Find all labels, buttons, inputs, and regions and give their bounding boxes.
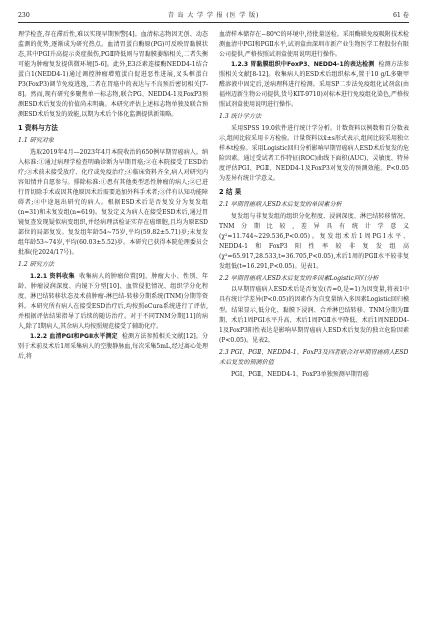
right-column bbox=[219, 30, 409, 380]
subsection-heading-subjects: 1.1 研究对象 bbox=[18, 137, 55, 145]
ihc-text: 检测方法参照相关文献[8-12]。收集病人的ESD术后组织标本,置于10 g/L多聚甲醛溶液中固定后,送病理科进行检测。采用SP二步法免疫组化试剂盒(由福州迈新生物公司提供,货号KIT-9710)对标本进行免疫组化染色,严格按照试剂盒使用说明进行操作。 bbox=[219, 61, 409, 109]
intro-paragraph-end: 理学检查,存在滞后性,难以实现早期预警[4]。血清标志物因无创、动态监测的优势,逐渐成为研究热点。血清胃蛋白酶原(PG)可反映胃黏膜状态,其中PGⅠ升高提示炎症损伤,PGⅡ降低则与胃黏膜萎缩相关,二者失衡可能为肿瘤复发提供微环境[5-6]。此外,E3泛素连接酶NEDD4-1结合蛋白1(NEDD4-1)通过调控肿瘤增殖蛋白促进恶性进展,叉头框蛋白P3(FoxP3)调节免疫逃逸,二者在胃癌中的表达与不良预后密切相关[7-8]。然而,现有研究多聚焦单一标志物,联合PG、NEDD4-1及FoxP3预测ESD术后复发的价值尚未明确。本研究评估上述标志物单独及联合预测ESD术后复发的效能,以期为术后个体化监测提供新策略。 bbox=[18, 31, 208, 119]
page-number: 230 bbox=[18, 12, 30, 19]
pg-assay-text: 检测方法参照相关文献[12]。分别于术前及术后1周采集病人的空腹静脉血,每次采集5mL,经过离心处理后,将 bbox=[18, 333, 208, 361]
subjects-paragraph: 选取2019年4月—2023年4月本院收治的650例早期胃癌病人。纳入标准:①通过病理学检查明确诊断为早期胃癌;②在本院接受了ESD治疗;③术前未接受放疗、化疗或免疫治疗;④临床资料齐全,病人对研究内容知情并自愿参与。排除标准:①患有其他类型恶性肿瘤的病人;②已进行胃切除手术或因其他原因术后需要追加外科手术者;③伴有认知功能障碍者;④中途退出研究的病人。根据ESD术后是否复发分为复发组(n=31)和未复发组(n=619)。复发定义为病人在接受ESD术后,通过胃镜复查发现疑似病变组织,并经病理活检证实存在癌细胞,且均为原ESD部位的局部复发。复发组年龄54~75岁,平均(59.82±5.71)岁;未复发组年龄53~74岁,平均(60.03±5.52)岁。本研究已获得本院伦理委员会批准(伦2024/17号)。 bbox=[18, 148, 208, 257]
subsection-heading-univariate: 2.1 早期胃癌病人ESD术后复发的单因素分析 bbox=[219, 201, 342, 209]
subsection-heading-prediction: 2.3 PGⅠ、PGⅡ、NEDD4-1、FoxP3及四者联合对早期胃癌病人ESD术后复发的预测价值 bbox=[219, 348, 409, 367]
left-column bbox=[18, 30, 208, 362]
pg-assay-continued: 血清样本储存在−80℃的环境中,待批量送检。采用酶联免疫吸附技术检测血清中PGⅠ和PGⅡ水平,试剂盒由深圳市新产业生物医学工程股份有限公司提供,严格按照试剂盒使用说明进行操作。 bbox=[219, 31, 409, 59]
ihc-heading: 1.2.3 胃黏膜组织中FoxP3、NEDD4-1的表达检测 bbox=[231, 61, 375, 69]
section-heading-methods: 1 资料与方法 bbox=[18, 124, 58, 133]
univariate-paragraph: 复发组与非复发组的组织分化程度、浸润深度、淋巴结转移情况、TNM分期比较,差异具有统计学意义(χ²=11.744~229.536,P<0.05)。复发组术后1周PGⅠ水平、NEDD4-1和FoxP3阳性率较非复发组高(χ²=65.917,28.533,t=36.705,P<0.05),术后1周的PGⅡ水平较非复发组低(t=16.291,P<0.05)。见表1。 bbox=[219, 212, 409, 270]
subsection-heading-methods: 1.2 研究方法 bbox=[18, 261, 55, 269]
data-collection-text: 收集病人的肿瘤位置[9]、肿瘤大小、性别、年龄、肿瘤浸润深度、内镜下分型[10]、血管侵犯情况、组织学分化程度、淋巴结转移状态及术前肿瘤-淋巴结-转移分期系统(TNM)分期等资料。本研究所有病人在接受ESD治疗后,均按照eCura系统进行了评估,并根据评估结果指导了后续的随访治疗。对于不同TNM分期[11]的病人,除了Ⅰ期病人,其余病人均按照规范接受了辅助化疗。 bbox=[18, 272, 208, 331]
pg-assay-paragraph bbox=[18, 332, 208, 362]
journal-title: 青 岛 大 学 学 报 (医 学 版) bbox=[167, 12, 260, 19]
data-collection-heading: 1.2.1 资料收集 bbox=[30, 272, 75, 280]
subsection-heading-statistics: 1.3 统计学方法 bbox=[219, 113, 262, 121]
data-collection-paragraph bbox=[18, 272, 208, 332]
pg-assay-heading: 1.2.2 血清PGⅠ和PGⅡ水平测定 bbox=[30, 333, 118, 341]
ihc-paragraph bbox=[219, 60, 409, 110]
prediction-paragraph: PGⅠ、PGⅡ、NEDD4-1、FoxP3单独预测早期胃癌 bbox=[231, 370, 369, 378]
statistics-paragraph: 采用SPSS 19.0软件进行统计学分析。计数资料以例数和百分数表示,组间比较采用卡方检验。计量资料以x̄±s形式表示,组间比较采用独立样本t检验。采用Logistic回归分析影响早期胃癌病人ESD术后复发的危险因素。通过受试者工作特征(ROC)曲线下面积(AUC)、灵敏度、特异度评估PGⅠ、PGⅡ、NEDD4-1及FoxP3对复发的预测效能。P<0.05为差异有统计学意义。 bbox=[219, 124, 409, 183]
subsection-heading-multivariate: 2.2 早期胃癌病人ESD术后复发的多因素Logistic回归分析 bbox=[219, 274, 379, 282]
multivariate-paragraph: 以早期胃癌病人ESD术后是否复发(否=0,是=1)为因变量,将表1中具有统计学差异(P<0.05)的因素作为自变量纳入多因素Logistic回归模型。结果显示,低分化、黏膜下浸润、合并淋巴结转移、TNM分期为Ⅲ期、术后1周PGⅠ水平升高、术后1周PGⅡ水平降低、术后1周NEDD4-1及FoxP3阳性表达是影响早期胃癌病人ESD术后复发的独立危险因素(P<0.05)。见表2。 bbox=[219, 286, 409, 344]
volume-label: 61 卷 bbox=[392, 12, 409, 19]
header-rule bbox=[18, 22, 409, 23]
section-heading-results: 2 结 果 bbox=[219, 188, 242, 197]
